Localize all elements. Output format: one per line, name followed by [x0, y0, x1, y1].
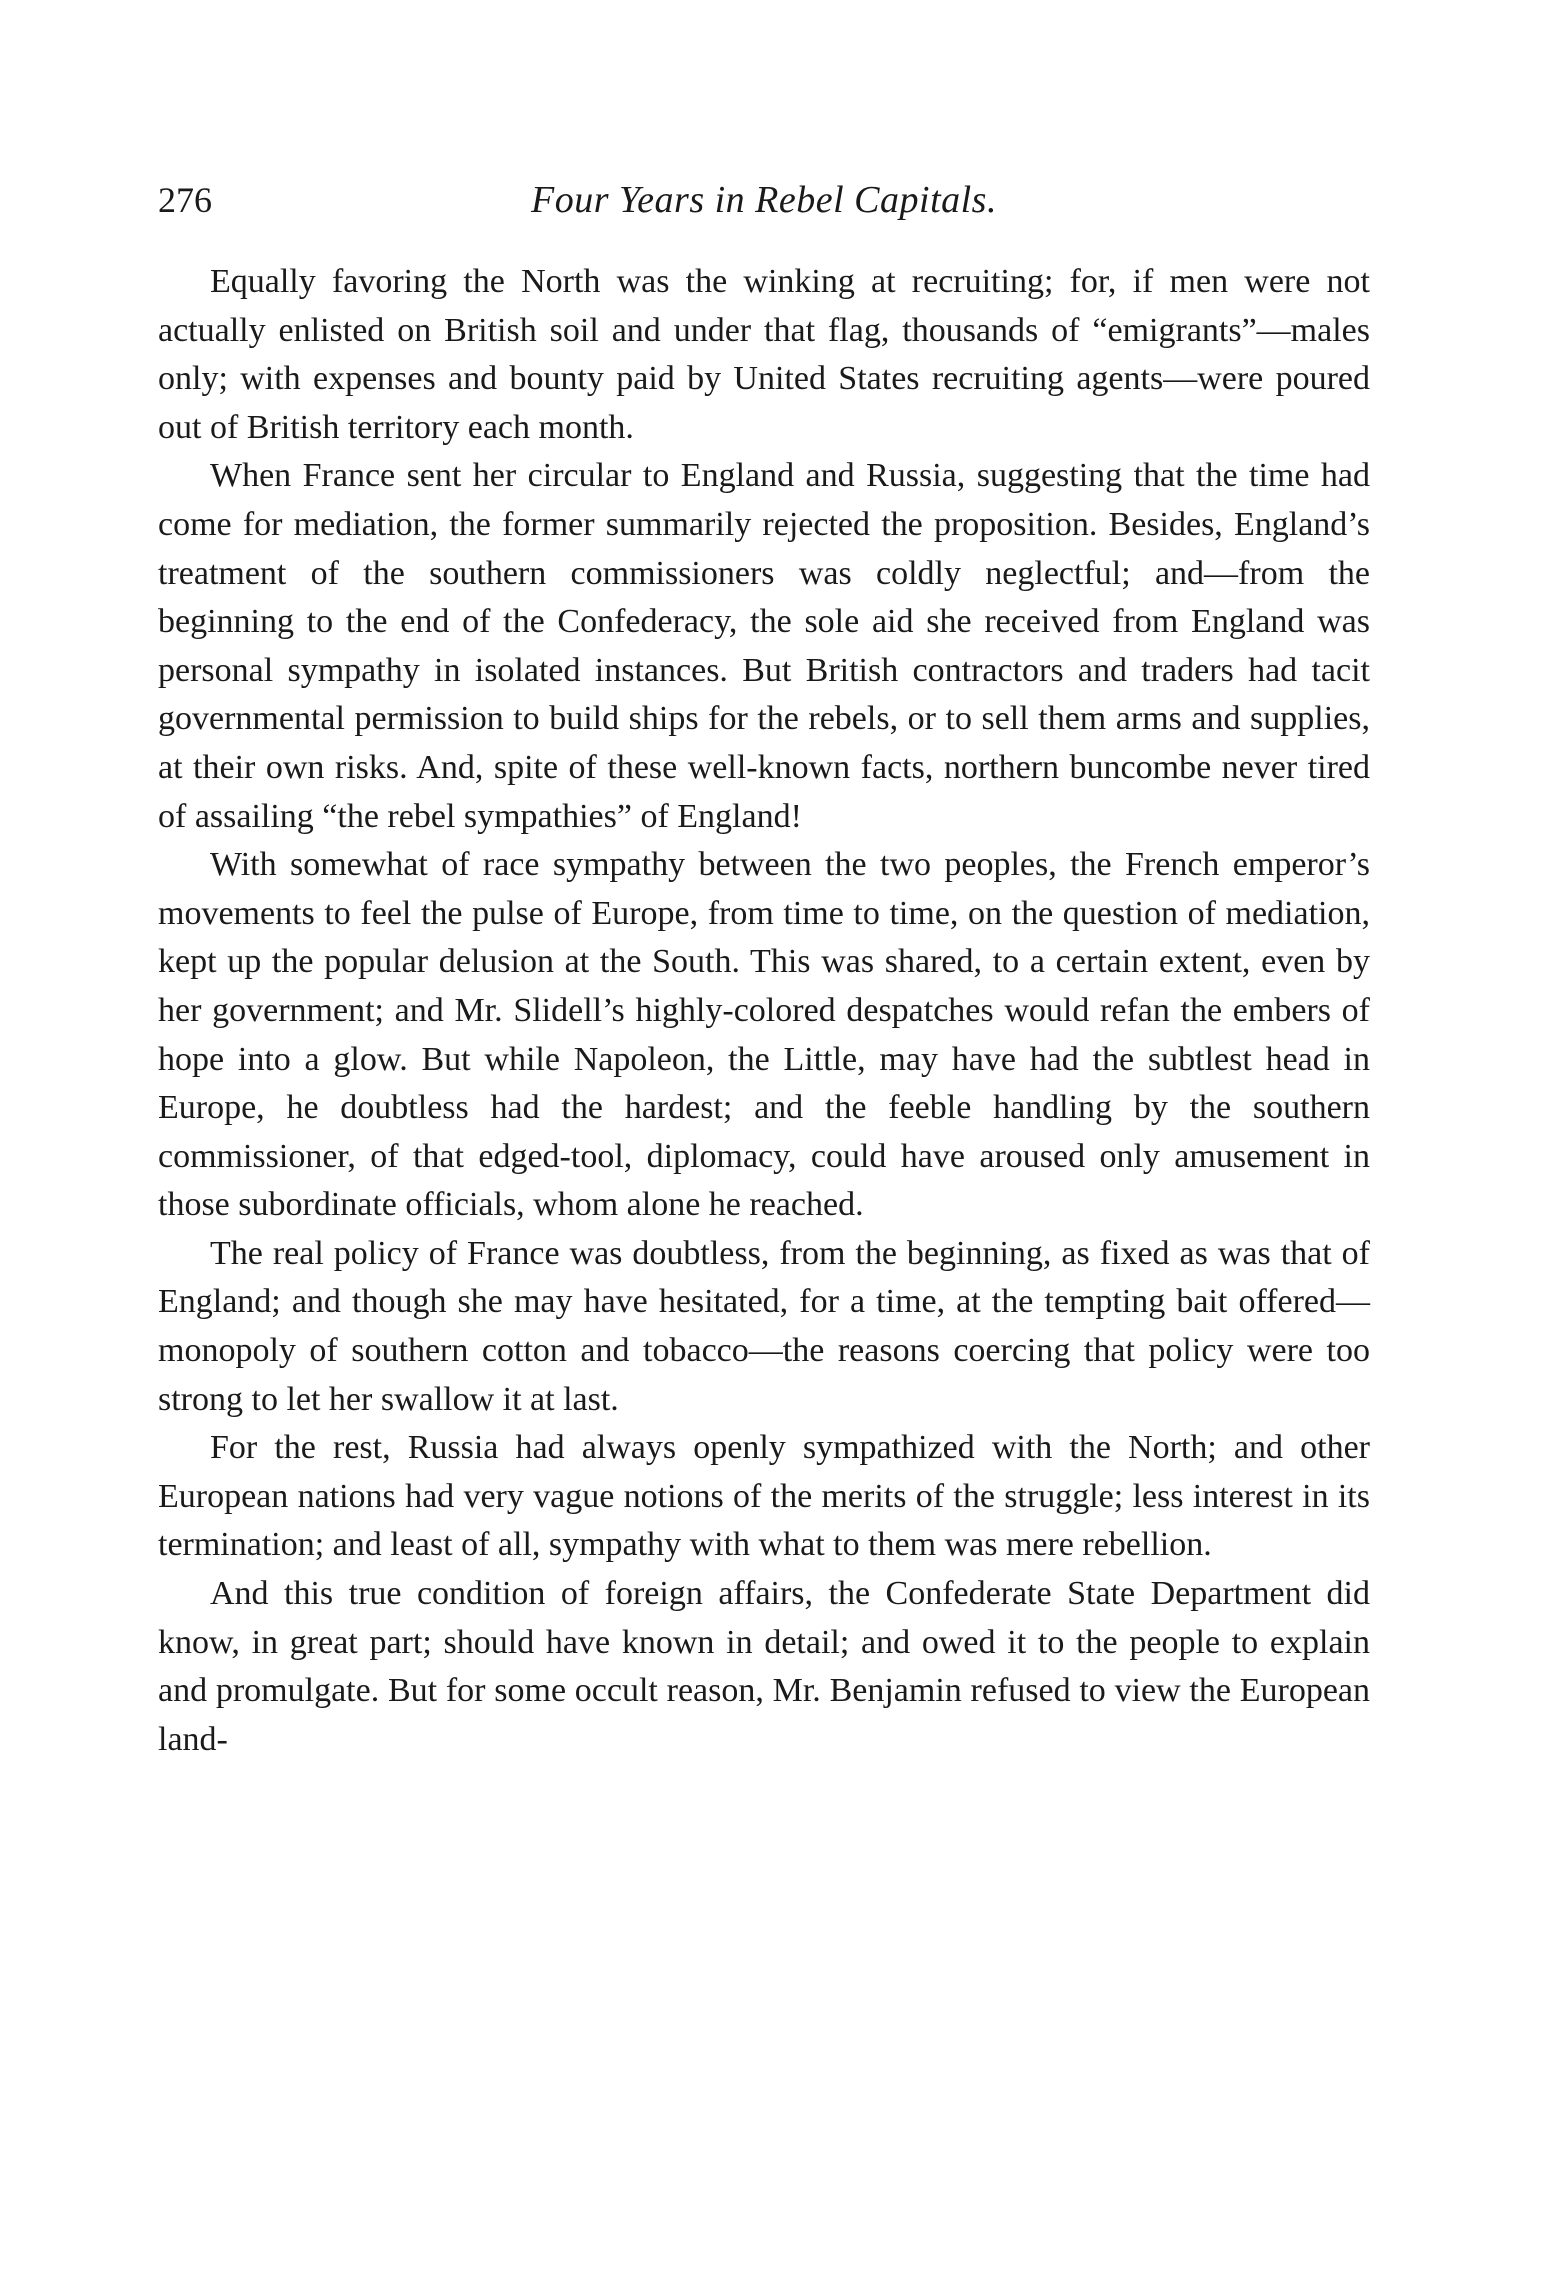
running-title: Four Years in Rebel Capitals.: [531, 179, 997, 221]
paragraph-france-circular: When France sent her circular to England and Russia, suggesting that the time had come for mediation, the former summarily rejected the proposition. Besides, England’s treatment of the southern commissioners was coldly neglectful; and—from the beginning to the end of the Confederacy, the sole aid she received from England was personal sympathy in isolated instances. But British contractors and traders had tacit governmental permission to build ships for the rebels, or to sell them arms and supplies, at their own risks. And, spite of these well-known facts, northern buncombe never tired of assailing “the rebel sympathies” of England!: [158, 457, 1370, 835]
running-head: [158, 178, 1370, 228]
paragraph-state-department: And this true condition of foreign affairs, the Confederate State Department did know, in great part; should have known in detail; and owed it to the people to explain and promulgate. But for some occult reason, Mr. Benjamin refused to view the European land-: [158, 1575, 1370, 1758]
body-text: [158, 258, 1370, 1764]
paragraph-russia: For the rest, Russia had always openly sympathized with the North; and other European nations had very vague notions of the merits of the struggle; less interest in its termination; and least of all, sympathy with what to them was mere rebellion.: [158, 1429, 1370, 1564]
page-number: 276: [158, 180, 212, 220]
paragraph-race-sympathy: With somewhat of race sympathy between the two peoples, the French emperor’s movements to feel the pulse of Europe, from time to time, on the question of mediation, kept up the popular delusion at the South. This was shared, to a certain extent, even by her government; and Mr. Slidell’s highly-colored despatches would refan the embers of hope into a glow. But while Napoleon, the Little, may have had the subtlest head in Europe, he doubtless had the hardest; and the feeble handling by the southern commissioner, of that edged-tool, diplomacy, could have aroused only amusement in those subordinate officials, whom alone he reached.: [158, 846, 1370, 1224]
paragraph-policy-of-france: The real policy of France was doubtless, from the beginning, as fixed as was that of England; and though she may have hesitated, for a time, at the tempting bait offered—monopoly of southern cotton and tobacco—the reasons coercing that policy were too strong to let her swallow it at last.: [158, 1234, 1370, 1418]
paragraph-recruiting: Equally favoring the North was the winking at recruiting; for, if men were not actually enlisted on British soil and under that flag, thousands of “emigrants”—males only; with expenses and bounty paid by United States recruiting agents—were poured out of British territory each month.: [158, 263, 1370, 446]
